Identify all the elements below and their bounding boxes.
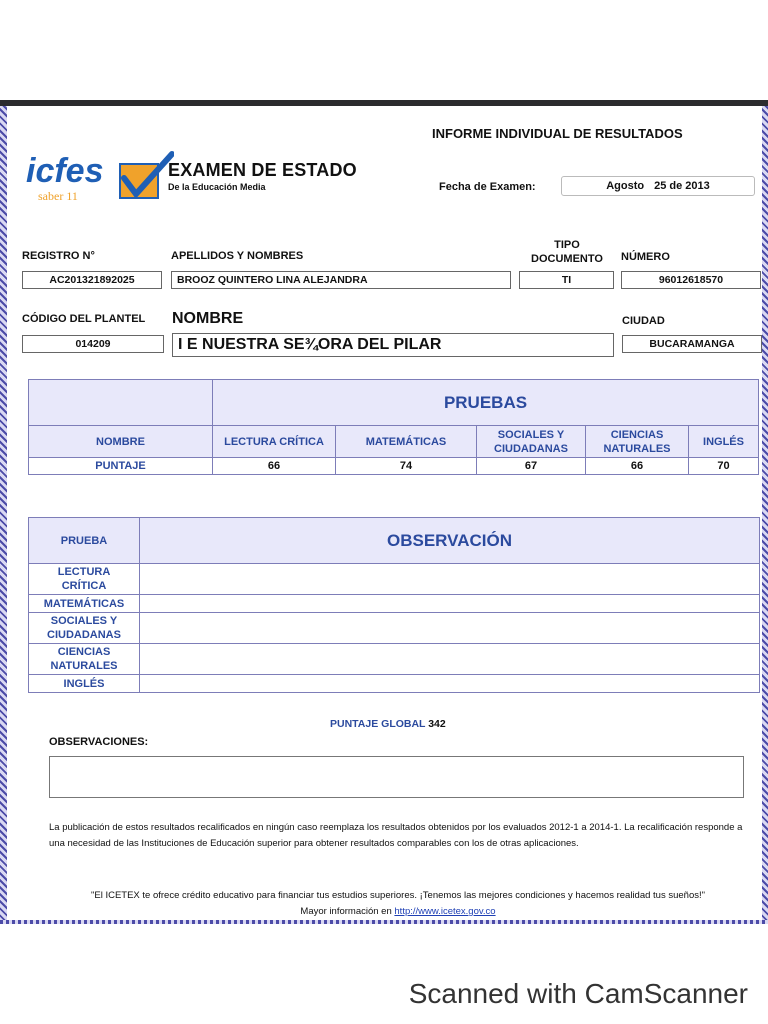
camscanner-watermark: Scanned with CamScanner	[408, 978, 748, 1009]
test-score: 66	[586, 458, 689, 475]
test-header: SOCIALES Y CIUDADANAS	[477, 426, 586, 458]
test-header: CIENCIAS NATURALES	[586, 426, 689, 458]
obs-row-label: INGLÉS	[29, 675, 140, 693]
obs-row-value	[140, 675, 760, 693]
registro-field: AC201321892025	[22, 271, 162, 289]
puntaje-global-value: 342	[428, 718, 446, 730]
logo-brand: icfes	[26, 152, 104, 190]
prueba-col-header: PRUEBA	[29, 518, 140, 564]
test-score: 70	[689, 458, 759, 475]
tipo-label-line2: DOCUMENTO	[531, 253, 603, 265]
pruebas-table	[28, 379, 759, 475]
observacion-title: OBSERVACIÓN	[140, 518, 760, 564]
obs-row-label: LECTURA CRÍTICA	[29, 564, 140, 595]
logo-tagline: saber 11	[38, 189, 78, 202]
ciudad-label: CIUDAD	[622, 315, 665, 327]
ciudad-field: BUCARAMANGA	[622, 335, 762, 353]
test-score: 67	[477, 458, 586, 475]
test-score: 66	[213, 458, 336, 475]
exam-date-month: Agosto	[606, 180, 645, 192]
exam-title: EXAMEN DE ESTADO	[168, 160, 357, 180]
observacion-table	[28, 517, 760, 693]
right-decorative-border	[762, 106, 768, 924]
pruebas-corner-cell	[29, 380, 213, 426]
exam-date-field	[561, 176, 755, 196]
icfes-logo	[24, 150, 174, 202]
pruebas-title: PRUEBAS	[213, 380, 759, 426]
test-score: 74	[336, 458, 477, 475]
exam-date-label: Fecha de Examen:	[439, 181, 536, 193]
nombre-col-header: NOMBRE	[29, 426, 213, 458]
obs-row-label: SOCIALES Y CIUDADANAS	[29, 613, 140, 644]
tipo-label-line1: TIPO	[554, 239, 580, 251]
tipo-documento-field: TI	[519, 271, 614, 289]
nombre-field: BROOZ QUINTERO LINA ALEJANDRA	[171, 271, 511, 289]
obs-row-label: MATEMÁTICAS	[29, 595, 140, 613]
obs-row-value	[140, 613, 760, 644]
codigo-plantel-field: 014209	[22, 335, 164, 353]
plantel-nombre-label: NOMBRE	[172, 310, 244, 327]
icetex-info	[38, 906, 758, 917]
icetex-link[interactable]: http://www.icetex.gov.co	[394, 906, 496, 917]
observaciones-box	[49, 756, 744, 798]
obs-row-label: CIENCIAS NATURALES	[29, 644, 140, 675]
bottom-decorative-border	[0, 920, 768, 924]
recalification-note: La publicación de estos resultados recalificados en ningún caso reemplaza los resultados obtenidos por los evaluados 2012-1 a 2014-1. La recalificación responde a una necesidad de las Instituciones de Educación superior para obtener resultados comparables con los de otras aplicaciones.	[49, 822, 743, 849]
obs-row-value	[140, 595, 760, 613]
observaciones-label: OBSERVACIONES:	[49, 736, 149, 748]
registro-label: REGISTRO N°	[22, 250, 95, 262]
nombre-label: APELLIDOS Y NOMBRES	[171, 250, 304, 262]
codigo-plantel-label: CÓDIGO DEL PLANTEL	[22, 313, 146, 325]
report-title: INFORME INDIVIDUAL DE RESULTADOS	[432, 126, 683, 141]
test-header: MATEMÁTICAS	[336, 426, 477, 458]
exam-subtitle: De la Educación Media	[168, 182, 266, 192]
puntaje-row-label: PUNTAJE	[29, 458, 213, 475]
puntaje-global-label: PUNTAJE GLOBAL	[330, 718, 426, 730]
test-header: INGLÉS	[689, 426, 759, 458]
obs-row-value	[140, 564, 760, 595]
puntaje-global	[330, 718, 446, 730]
result-sheet	[0, 100, 768, 924]
obs-row-value	[140, 644, 760, 675]
exam-date-day: 25 de 2013	[654, 180, 710, 192]
plantel-nombre-field: I E NUESTRA SE¾ORA DEL PILAR	[172, 333, 614, 357]
numero-label: NÚMERO	[621, 251, 670, 263]
tipo-documento-label	[520, 238, 614, 266]
icetex-info-prefix: Mayor información en	[300, 906, 395, 917]
left-decorative-border	[0, 106, 7, 924]
numero-field: 96012618570	[621, 271, 761, 289]
icetex-message: "El ICETEX te ofrece crédito educativo para financiar tus estudios superiores. ¡Tenemos las mejores condiciones y hacemos realidad tus sueños!"	[91, 890, 705, 901]
test-header: LECTURA CRÍTICA	[213, 426, 336, 458]
